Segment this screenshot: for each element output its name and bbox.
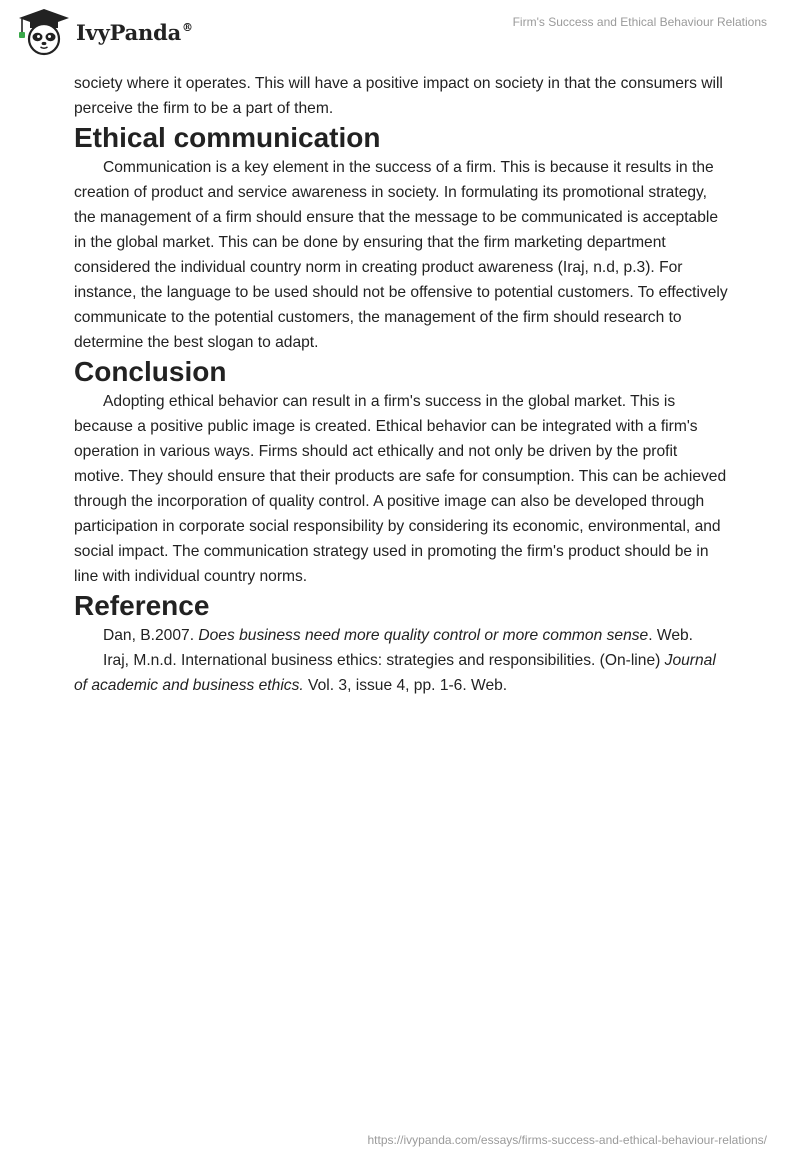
source-url[interactable]: https://ivypanda.com/essays/firms-success-and-ethical-behaviour-relations/: [367, 1133, 767, 1147]
reference-item: [74, 648, 728, 698]
panda-graduate-icon: [14, 8, 74, 56]
logo-wordmark: [76, 20, 193, 45]
reference-title: Does business need more quality control or more common sense: [198, 627, 649, 644]
reference-lead: Iraj, M.n.d. International business ethics: strategies and responsibilities. (On-line): [103, 652, 665, 669]
running-title: Firm's Success and Ethical Behaviour Relations: [512, 15, 767, 29]
heading-ethical-communication: Ethical communication: [74, 122, 381, 153]
paragraph-conclusion: Adopting ethical behavior can result in a firm's success in the global market. This is because a positive public image is created. Ethical behavior can be integrated with a firm's operation in various ways. Firms should act ethically and not only be driven by the profit motive. They should ensure that their products are safe for consumption. This can be achieved through the incorporation of quality control. A positive image can also be developed through participation in corporate social responsibility by considering its economic, environmental, and social impact. The communication strategy used in promoting the firm's product should be in line with individual country norms.: [74, 393, 727, 585]
registered-mark: ®: [182, 20, 193, 34]
intro-paragraph: society where it operates. This will have a positive impact on society in that the consumers will perceive the firm to be a part of them.: [74, 75, 723, 117]
heading-reference: Reference: [74, 590, 210, 621]
reference-title: Journal of academic and business ethics.: [74, 652, 716, 694]
reference-tail: . Web.: [648, 627, 693, 644]
reference-lead: Dan, B.2007.: [103, 627, 199, 644]
page-header: [0, 0, 800, 60]
reference-item: [74, 623, 728, 648]
heading-conclusion: Conclusion: [74, 356, 227, 387]
paragraph-ethical-communication: Communication is a key element in the success of a firm. This is because it results in the creation of product and service awareness in society. In formulating its promotional strategy, the management of a firm should ensure that the message to be communicated is acceptable in the global market. This can be done by ensuring that the firm marketing department considered the individual country norm in creating product awareness (Iraj, n.d, p.3). For instance, the language to be used should not be offensive to potential customers. To effectively communicate to the potential customers, the management of the firm should research to determine the best slogan to adapt.: [74, 159, 728, 351]
essay-content: [74, 71, 728, 698]
logo-text: IvyPanda: [76, 19, 182, 45]
reference-tail: Vol. 3, issue 4, pp. 1-6. Web.: [303, 677, 508, 694]
ivypanda-logo[interactable]: [14, 8, 193, 56]
